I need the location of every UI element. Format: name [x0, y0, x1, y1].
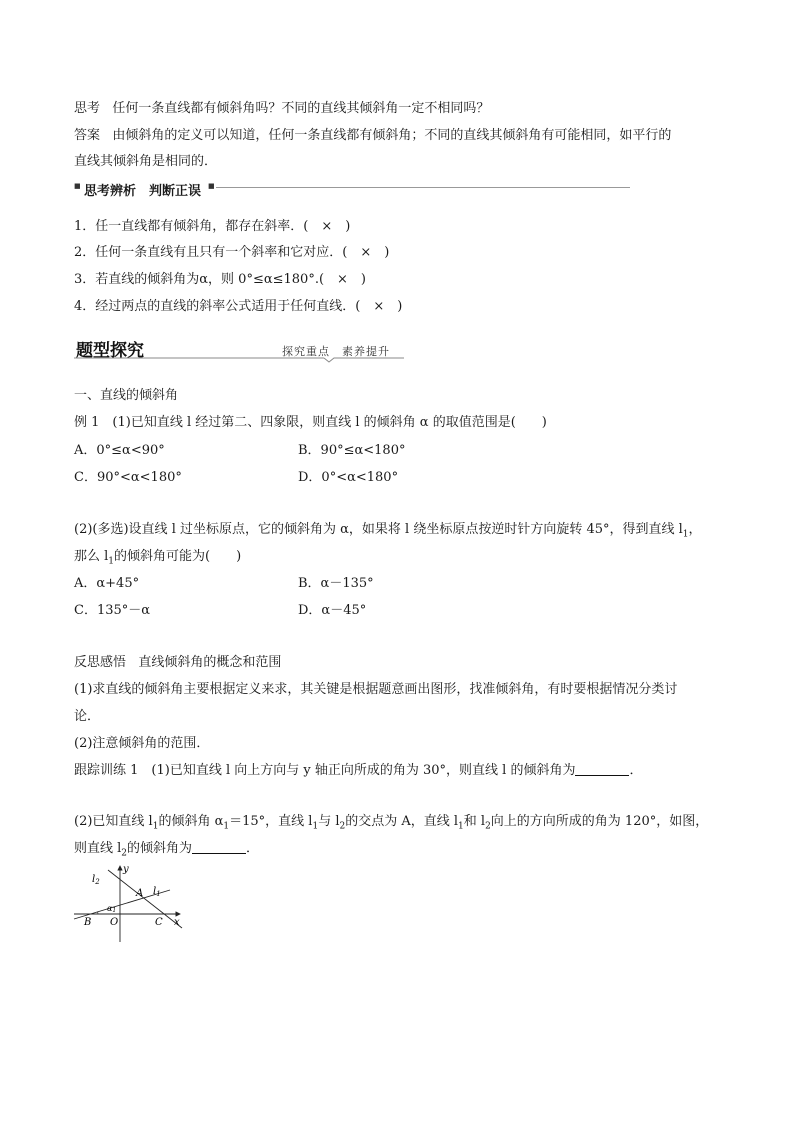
part1-heading: 一、直线的倾斜角 [74, 388, 179, 403]
label-c: C [155, 917, 163, 928]
follow-q1-text: 跟踪训练 1 (1)已知直线 l 向上方向与 y 轴正向所成的角为 30°，则直线 l 的倾斜角为 [74, 763, 576, 778]
label-l1: $l_1$ [153, 886, 161, 898]
reflect-line-1: (1)求直线的倾斜角主要根据定义来求，其关键是根据题意画出图形，找准倾斜角，有时要根据情况分类讨 [74, 682, 678, 697]
judge-item-1: 1．任一直线都有倾斜角，都存在斜率．( × ) [74, 219, 351, 234]
follow-q2-c: ＝15°，直线 l [229, 814, 313, 829]
geometry-figure [70, 862, 190, 946]
label-alpha: α1 [107, 904, 117, 914]
answer-blank [575, 763, 629, 776]
example2-q2-post: 的倾斜角可能为( ) [114, 549, 242, 564]
label-x: x [174, 917, 180, 928]
subscript: 2 [485, 821, 491, 832]
follow-question-2-line1 [74, 810, 708, 832]
reflect-title: 直线倾斜角的概念和范围 [138, 655, 282, 670]
label-l2: $l_2$ [92, 874, 100, 886]
follow-q2-line2-end: ． [246, 841, 260, 856]
example1-option-c: C．90°<α<180° [74, 470, 182, 485]
example2-question-line2 [74, 545, 241, 567]
judge-item-2: 2．任何一条直线有且只有一个斜率和它对应．( × ) [74, 245, 390, 260]
answer-text-1: 由倾斜角的定义可以知道，任何一条直线都有倾斜角；不同的直线其倾斜角有可能相同，如平行的 [112, 128, 672, 143]
example2-option-c: C．135°－α [74, 603, 151, 618]
example2-option-b: B．α－135° [298, 576, 374, 591]
example1-question: 例 1 (1)已知直线 l 经过第二、四象限，则直线 l 的倾斜角 α 的取值范围是( ) [74, 415, 547, 430]
subscript: 2 [121, 848, 128, 859]
square-bullet-icon: ■ [208, 182, 215, 190]
answer-line-1 [74, 124, 671, 143]
section-underline [74, 354, 404, 364]
answer-label: 答案 [74, 128, 101, 143]
answer-text-2: 直线其倾斜角是相同的． [74, 154, 218, 169]
follow-question-1 [74, 759, 642, 778]
follow-q2-line2-a: 则直线 l [74, 841, 122, 856]
subscript: 1 [108, 556, 115, 567]
follow-q2-b: 的倾斜角 α [158, 814, 224, 829]
subscript: 2 [339, 821, 346, 832]
follow-q2-e: 的交点为 A，直线 l [345, 814, 459, 829]
example2-option-a: A．α+45° [74, 576, 140, 591]
example2-q1-text: (2)(多选)设直线 l 过坐标原点，它的倾斜角为 α，如果将 l 绕坐标原点按逆时针方向旋转 45°，得到直线 l [74, 522, 683, 537]
reflect-line-2: 论． [74, 709, 101, 724]
follow-question-2-line2 [74, 837, 259, 859]
follow-q2-d: 与 l [318, 814, 340, 829]
follow-q2-g: 向上的方向所成的角为 120°，如图， [490, 814, 709, 829]
subscript: 1 [312, 821, 319, 832]
example1-option-d: D．0°<α<180° [298, 470, 399, 485]
example2-q1-end: ， [688, 522, 702, 537]
square-bullet-icon: ■ [74, 182, 81, 190]
reflect-heading [74, 651, 281, 670]
subscript: 1 [458, 821, 464, 832]
example1-option-a: A．0°≤α<90° [74, 443, 165, 458]
label-b: B [84, 917, 92, 928]
example1-option-b: B．90°≤α<180° [298, 443, 406, 458]
follow-q2-line2-b: 的倾斜角为 [127, 841, 193, 856]
reflect-line-3: (2)注意倾斜角的范围． [74, 736, 210, 751]
follow-q2-a: (2)已知直线 l [74, 814, 153, 829]
label-a: A [136, 888, 144, 899]
subscript: 1 [223, 821, 230, 832]
example2-question-line1 [74, 518, 702, 540]
follow-q1-end: ． [629, 763, 643, 778]
reflect-label: 反思感悟 [74, 655, 127, 670]
think-question [74, 97, 489, 116]
answer-blank [192, 841, 246, 854]
judge-item-4: 4．经过两点的直线的斜率公式适用于任何直线．( × ) [74, 299, 403, 314]
judge-divider [216, 187, 630, 188]
follow-q2-f: 和 l [463, 814, 486, 829]
line-l2 [108, 870, 182, 928]
label-o: O [110, 917, 119, 928]
think-text: 任何一条直线都有倾斜角吗？不同的直线其倾斜角一定不相同吗？ [112, 101, 490, 116]
subscript: 1 [152, 821, 159, 832]
section-subtitle: 探究重点 素养提升 [282, 345, 390, 358]
label-y: y [123, 864, 129, 875]
judge-item-3: 3．若直线的倾斜角为α，则 0°≤α≤180°.( × ) [74, 272, 366, 287]
judge-title: 思考辨析 判断正误 [84, 184, 202, 199]
subscript: 1 [682, 529, 689, 540]
example2-option-d: D．α－45° [298, 603, 367, 618]
think-label: 思考 [74, 101, 101, 116]
example2-q2-pre: 那么 l [74, 549, 109, 564]
section-title: 题型探究 [76, 341, 144, 361]
